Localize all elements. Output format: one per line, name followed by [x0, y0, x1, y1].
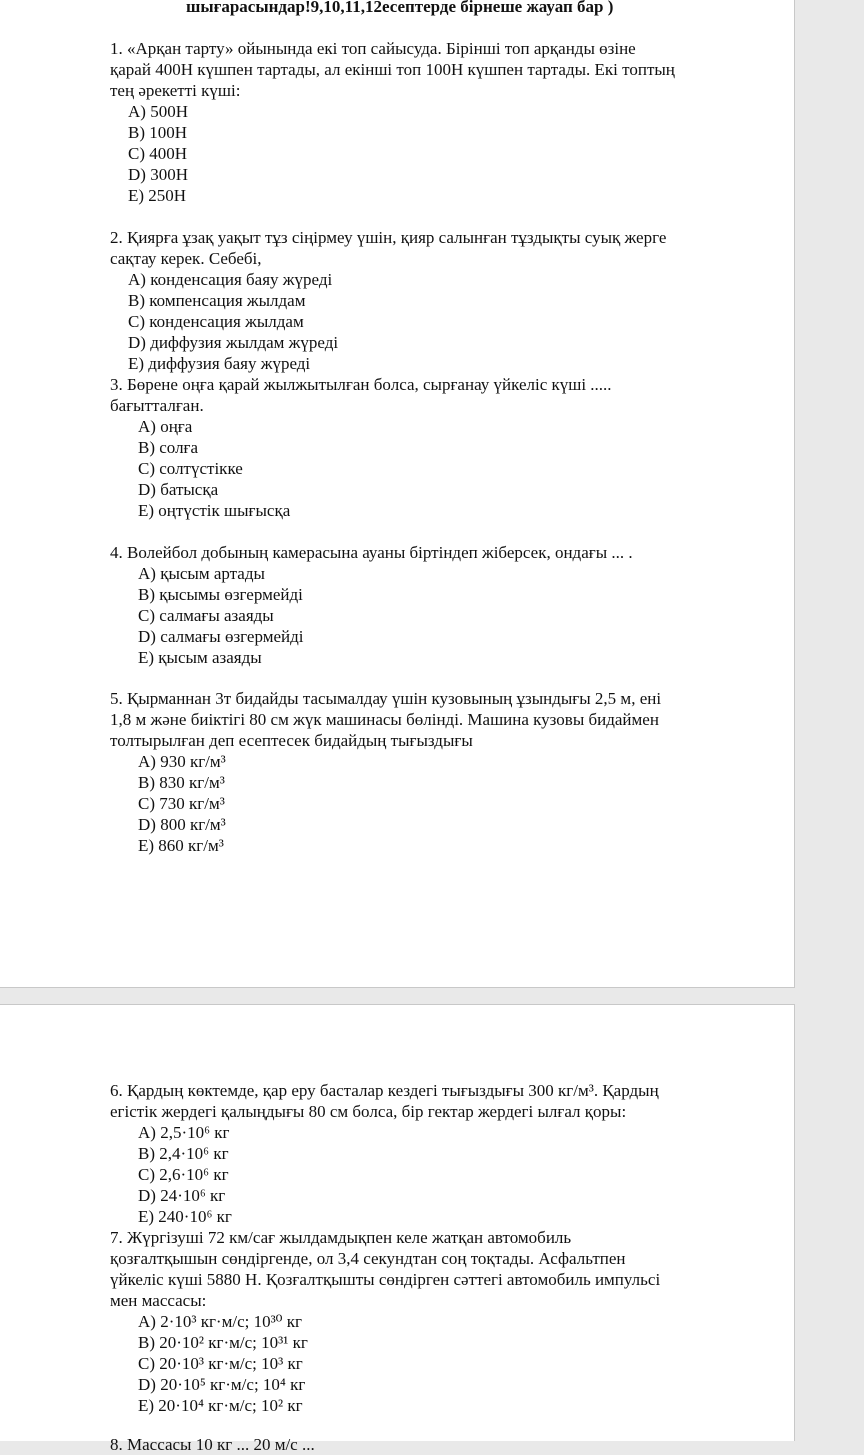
- question-2-option-b: B) компенсация жылдам: [128, 291, 306, 310]
- question-7-option-a: A) 2·10³ кг·м/с; 10³⁰ кг: [138, 1312, 302, 1331]
- question-7-line-4: мен массасы:: [110, 1291, 207, 1310]
- question-1-option-b: B) 100Н: [128, 123, 188, 142]
- question-5-line-2: 1,8 м және биіктігі 80 см жүк машинасы бөлінді. Машина кузовы бидаймен: [110, 710, 659, 729]
- question-4-option-c: C) салмағы азаяды: [138, 606, 274, 625]
- document-page-2: [0, 1004, 795, 1441]
- question-5-option-d: D) 800 кг/м³: [138, 815, 226, 834]
- question-1-option-d: D) 300Н: [128, 165, 188, 184]
- question-6-option-c: C) 2,6·10⁶ кг: [138, 1165, 229, 1184]
- question-4-line-1: 4. Волейбол добының камерасына ауаны біртіндеп жіберсек, ондағы ... .: [110, 543, 633, 562]
- question-2-option-c: C) конденсация жылдам: [128, 312, 304, 331]
- question-5-line-1: 5. Қырманнан 3т бидайды тасымалдау үшін кузовының ұзындығы 2,5 м, ені: [110, 689, 662, 708]
- question-7-line-1: 7. Жүргізуші 72 км/сағ жылдамдықпен келе жатқан автомобиль: [110, 1228, 572, 1247]
- question-5-option-e: E) 860 кг/м³: [138, 836, 224, 855]
- question-1-option-e: E) 250Н: [128, 186, 187, 205]
- question-6-line-2: егістік жердегі қалыңдығы 80 см болса, бір гектар жердегі ылғал қоры:: [110, 1102, 627, 1121]
- page-heading: шығарасындар!9,10,11,12есептерде бірнеше жауап бар ): [186, 0, 614, 16]
- cut-off-next-question: [110, 1430, 490, 1454]
- question-2-line-2: сақтау керек. Себебі,: [110, 249, 262, 268]
- question-5-line-3: толтырылған деп есептесек бидайдың тығыздығы: [110, 731, 473, 750]
- question-2-line-1: 2. Қиярға ұзақ уақыт тұз сіңірмеу үшін, қияр салынған тұздықты суық жерге: [110, 228, 667, 247]
- question-3-line-2: бағытталған.: [110, 396, 204, 415]
- question-7-option-d: D) 20·10⁵ кг·м/с; 10⁴ кг: [138, 1375, 306, 1394]
- question-2-option-a: A) конденсация баяу жүреді: [128, 270, 333, 289]
- question-3-option-c: C) солтүстікке: [138, 459, 243, 478]
- question-5-option-b: B) 830 кг/м³: [138, 773, 225, 792]
- question-1-option-c: C) 400Н: [128, 144, 188, 163]
- question-3-option-b: B) солға: [138, 438, 199, 457]
- question-5-option-c: C) 730 кг/м³: [138, 794, 225, 813]
- question-1-line-1: 1. «Арқан тарту» ойынында екі топ сайысуда. Бірінші топ арқанды өзіне: [110, 39, 636, 58]
- question-1-line-3: тең әрекетті күші:: [110, 81, 241, 100]
- question-3-line-1: 3. Бөрене оңға қарай жылжытылған болса, сырғанау үйкеліс күші .....: [110, 375, 612, 394]
- question-4-option-e: E) қысым азаяды: [138, 648, 262, 667]
- question-7-option-e: E) 20·10⁴ кг·м/с; 10² кг: [138, 1396, 303, 1415]
- question-2-option-d: D) диффузия жылдам жүреді: [128, 333, 339, 352]
- question-1-option-a: A) 500Н: [128, 102, 188, 121]
- question-3-option-e: E) оңтүстік шығысқа: [138, 501, 291, 520]
- question-4-option-d: D) салмағы өзгермейді: [138, 627, 304, 646]
- question-6-option-b: B) 2,4·10⁶ кг: [138, 1144, 229, 1163]
- question-3-option-d: D) батысқа: [138, 480, 219, 499]
- question-7-line-3: үйкеліс күші 5880 Н. Қозғалтқышты сөндірген сәттегі автомобиль импульсі: [110, 1270, 661, 1289]
- question-6-option-d: D) 24·10⁶ кг: [138, 1186, 226, 1205]
- question-7-line-2: қозғалтқышын сөндіргенде, ол 3,4 секундтан соң тоқтады. Асфальтпен: [110, 1249, 626, 1268]
- question-7-option-b: B) 20·10² кг·м/с; 10³¹ кг: [138, 1333, 308, 1352]
- question-1-line-2: қарай 400Н күшпен тартады, ал екінші топ 100Н күшпен тартады. Екі топтың: [110, 60, 675, 79]
- cut-off-line: 8. Массасы 10 кг ... 20 м/с ...: [110, 1435, 315, 1454]
- question-7-option-c: C) 20·10³ кг·м/с; 10³ кг: [138, 1354, 303, 1373]
- question-4-option-a: A) қысым артады: [138, 564, 265, 583]
- question-6-line-1: 6. Қардың көктемде, қар еру басталар кездегі тығыздығы 300 кг/м³. Қардың: [110, 1081, 659, 1100]
- question-3-option-a: A) оңға: [138, 417, 193, 436]
- question-2-option-e: E) диффузия баяу жүреді: [128, 354, 311, 373]
- question-6-option-a: A) 2,5·10⁶ кг: [138, 1123, 230, 1142]
- question-4-option-b: B) қысымы өзгермейді: [138, 585, 303, 604]
- question-5-option-a: A) 930 кг/м³: [138, 752, 226, 771]
- question-6-option-e: E) 240·10⁶ кг: [138, 1207, 232, 1226]
